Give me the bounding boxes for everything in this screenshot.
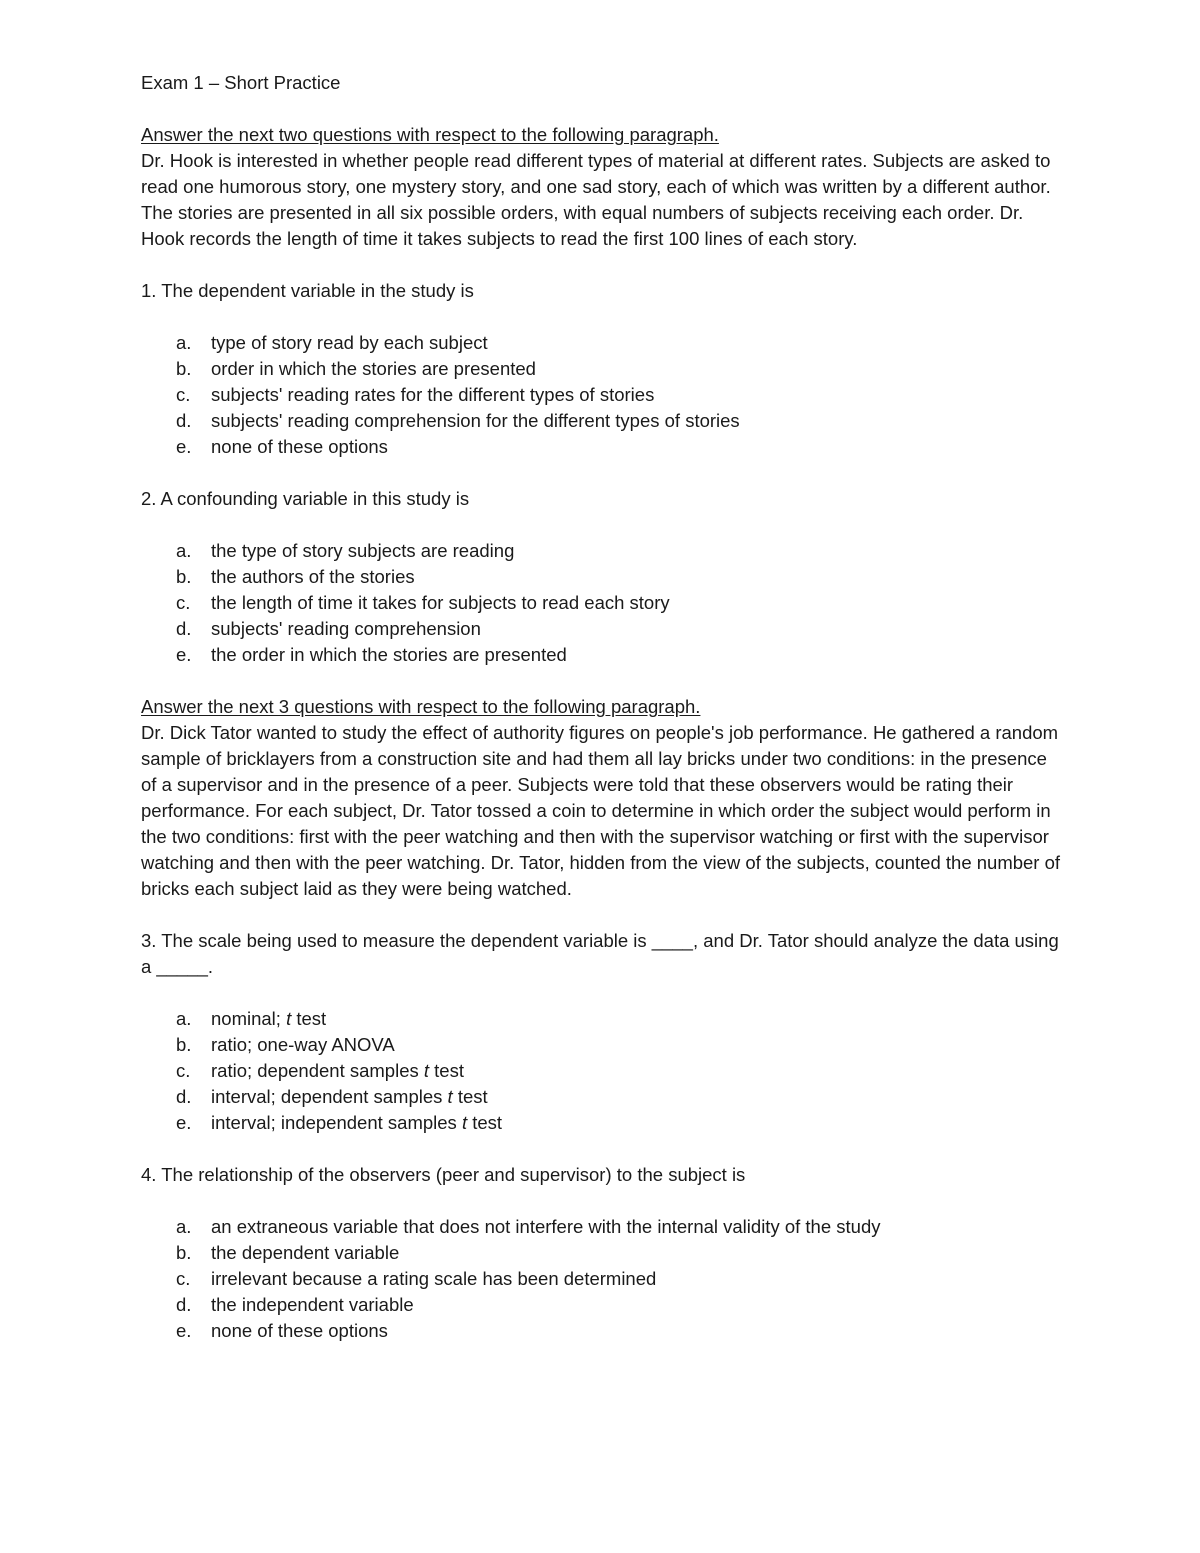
option-text-pre: ratio; one-way ANOVA bbox=[211, 1034, 395, 1055]
option-letter: a. bbox=[176, 540, 192, 561]
option-letter: c. bbox=[176, 1268, 191, 1289]
answer-option bbox=[141, 1032, 1066, 1058]
option-letter: d. bbox=[176, 1294, 192, 1315]
answer-option bbox=[141, 1006, 1066, 1032]
option-text-pre: ratio; dependent samples bbox=[211, 1060, 424, 1081]
option-text: the type of story subjects are reading bbox=[211, 540, 515, 561]
option-letter: c. bbox=[176, 384, 191, 405]
option-letter: d. bbox=[176, 618, 192, 639]
section-paragraph: Dr. Dick Tator wanted to study the effect of authority figures on people's job performance. He gathered a random sample of bricklayers from a construction site and had them all lay bricks under two conditions: in the presence of a supervisor and in the presence of a peer. Subjects were told that these observers would be rating their performance. For each subject, Dr. Tator tossed a coin to determine in which order the subject would perform in the two conditions: first with the peer watching and then with the supervisor watching or first with the supervisor watching and then with the peer watching. Dr. Tator, hidden from the view of the subjects, counted the number of bricks each subject laid as they were being watched. bbox=[141, 722, 1061, 899]
option-text: subjects' reading comprehension bbox=[211, 618, 481, 639]
option-text-pre: interval; independent samples bbox=[211, 1112, 462, 1133]
t-italic: t bbox=[447, 1086, 453, 1107]
answer-option bbox=[141, 1318, 1066, 1344]
answer-options bbox=[141, 1214, 1066, 1344]
answer-option bbox=[141, 564, 1066, 590]
option-text-post: test bbox=[291, 1008, 327, 1029]
option-text-post: test bbox=[452, 1086, 488, 1107]
option-letter: e. bbox=[176, 1320, 192, 1341]
section-1 bbox=[141, 122, 1066, 668]
answer-option bbox=[141, 382, 1066, 408]
option-text: an extraneous variable that does not interfere with the internal validity of the study bbox=[211, 1216, 881, 1237]
option-text: the order in which the stories are presented bbox=[211, 644, 567, 665]
section-heading: Answer the next two questions with respect to the following paragraph. bbox=[141, 124, 719, 145]
option-letter: d. bbox=[176, 410, 192, 431]
answer-options bbox=[141, 1006, 1066, 1136]
option-letter: d. bbox=[176, 1086, 192, 1107]
option-text: the dependent variable bbox=[211, 1242, 400, 1263]
document-content bbox=[141, 70, 1066, 1370]
answer-option bbox=[141, 590, 1066, 616]
option-letter: b. bbox=[176, 1242, 192, 1263]
option-text: none of these options bbox=[211, 1320, 388, 1341]
answer-option bbox=[141, 1214, 1066, 1240]
option-text bbox=[211, 1034, 395, 1055]
option-text: order in which the stories are presented bbox=[211, 358, 536, 379]
t-italic: t bbox=[461, 1112, 468, 1133]
option-text: type of story read by each subject bbox=[211, 332, 488, 353]
option-text-pre: interval; dependent samples bbox=[211, 1086, 448, 1107]
option-letter: e. bbox=[176, 644, 192, 665]
answer-option bbox=[141, 1084, 1066, 1110]
option-text: none of these options bbox=[211, 436, 388, 457]
option-letter: b. bbox=[176, 566, 192, 587]
question-stem: 4. The relationship of the observers (peer and supervisor) to the subject is bbox=[141, 1164, 746, 1185]
answer-options bbox=[141, 538, 1066, 668]
option-text-post: test bbox=[467, 1112, 503, 1133]
question-stem: 3. The scale being used to measure the dependent variable is ____, and Dr. Tator should analyze the data using a _____. bbox=[141, 930, 1059, 977]
answer-option bbox=[141, 1292, 1066, 1318]
option-text: the authors of the stories bbox=[211, 566, 415, 587]
answer-option bbox=[141, 1266, 1066, 1292]
answer-option bbox=[141, 1110, 1066, 1136]
option-text bbox=[211, 1112, 502, 1133]
option-letter: a. bbox=[176, 1216, 192, 1237]
option-letter: a. bbox=[176, 332, 192, 353]
answer-option bbox=[141, 1240, 1066, 1266]
option-letter: c. bbox=[176, 1060, 191, 1081]
option-text: irrelevant because a rating scale has been determined bbox=[211, 1268, 657, 1289]
option-text: subjects' reading comprehension for the different types of stories bbox=[211, 410, 740, 431]
t-italic: t bbox=[286, 1008, 292, 1029]
answer-option bbox=[141, 356, 1066, 382]
question-4 bbox=[141, 1162, 1066, 1344]
section-2 bbox=[141, 694, 1066, 1344]
option-text: the length of time it takes for subjects to read each story bbox=[211, 592, 670, 613]
answer-option bbox=[141, 616, 1066, 642]
option-text: the independent variable bbox=[211, 1294, 414, 1315]
section-paragraph: Dr. Hook is interested in whether people read different types of material at different rates. Subjects are asked to read one humorous story, one mystery story, and one sad story, each of which was written by a different author. The stories are presented in all six possible orders, with equal numbers of subjects receiving each order. Dr. Hook records the length of time it takes subjects to read the first 100 lines of each story. bbox=[141, 150, 1051, 249]
option-text-pre: nominal; bbox=[211, 1008, 287, 1029]
option-letter: e. bbox=[176, 1112, 192, 1133]
option-letter: b. bbox=[176, 1034, 192, 1055]
option-letter: e. bbox=[176, 436, 192, 457]
section-heading: Answer the next 3 questions with respect to the following paragraph. bbox=[141, 696, 701, 717]
question-3 bbox=[141, 928, 1066, 1136]
answer-option bbox=[141, 642, 1066, 668]
option-text bbox=[211, 1060, 464, 1081]
question-stem: 1. The dependent variable in the study is bbox=[141, 280, 474, 301]
option-text bbox=[211, 1086, 488, 1107]
option-text-post: test bbox=[429, 1060, 464, 1081]
question-stem: 2. A confounding variable in this study is bbox=[141, 488, 470, 509]
answer-option bbox=[141, 330, 1066, 356]
option-letter: a. bbox=[176, 1008, 192, 1029]
answer-options bbox=[141, 330, 1066, 460]
t-italic: t bbox=[423, 1060, 430, 1081]
answer-option bbox=[141, 434, 1066, 460]
answer-option bbox=[141, 1058, 1066, 1084]
answer-option bbox=[141, 408, 1066, 434]
question-2 bbox=[141, 486, 1066, 668]
option-text bbox=[211, 1008, 326, 1029]
question-1 bbox=[141, 278, 1066, 460]
option-letter: c. bbox=[176, 592, 191, 613]
document-title: Exam 1 – Short Practice bbox=[141, 72, 341, 93]
option-text: subjects' reading rates for the different types of stories bbox=[211, 384, 655, 405]
answer-option bbox=[141, 538, 1066, 564]
option-letter: b. bbox=[176, 358, 192, 379]
